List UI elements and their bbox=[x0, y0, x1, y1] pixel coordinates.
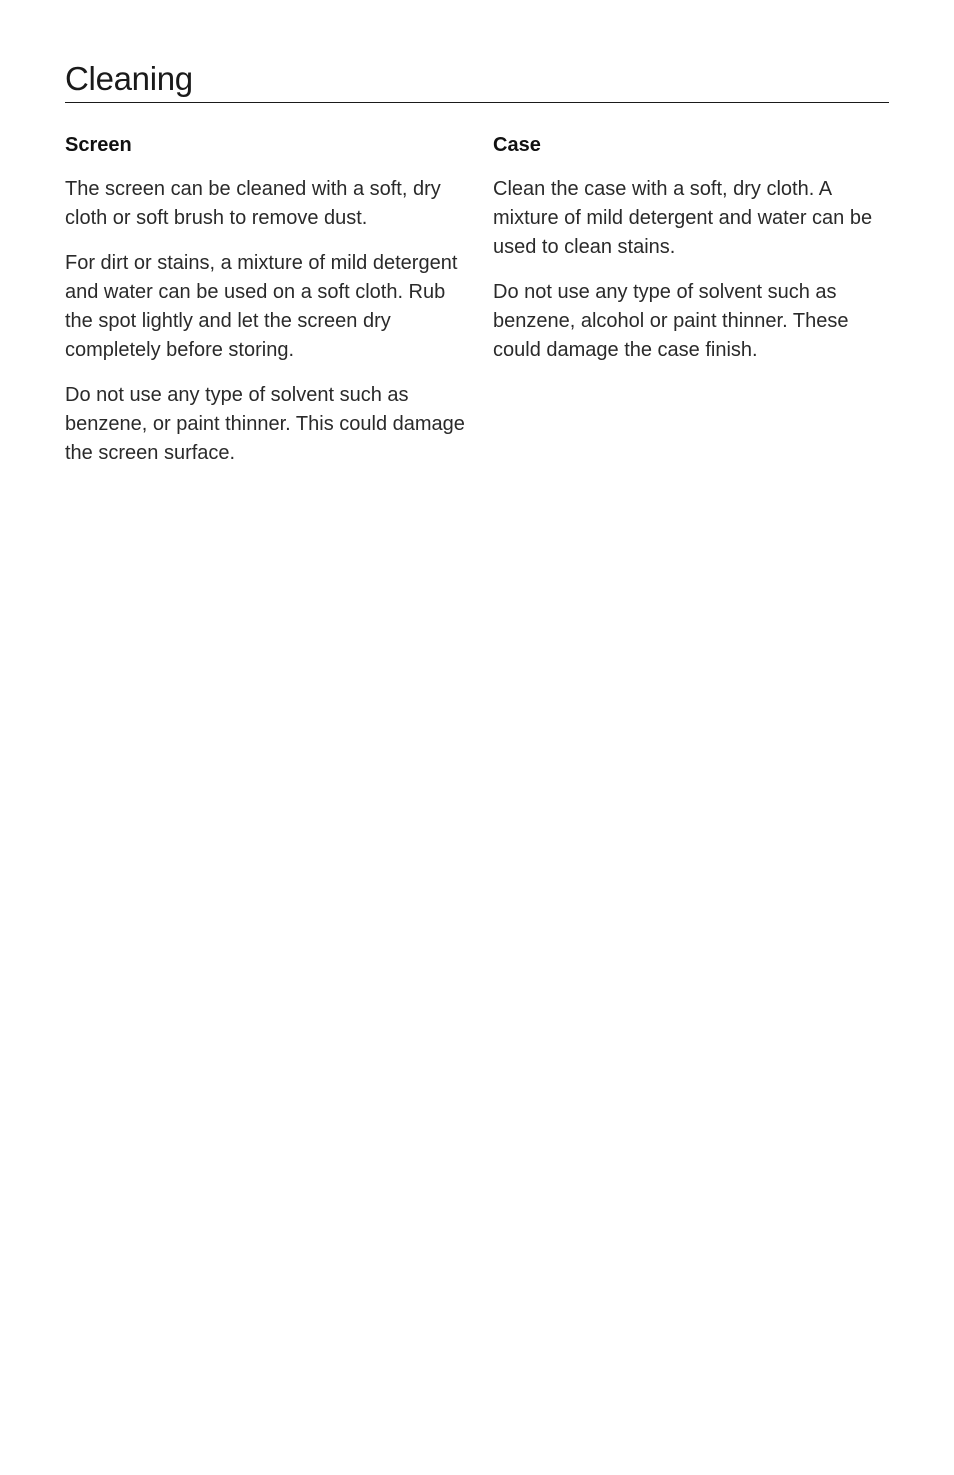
paragraph: The screen can be cleaned with a soft, dry cloth or soft brush to remove dust. bbox=[65, 178, 441, 229]
paragraph: For dirt or stains, a mixture of mild detergent and water can be used on a soft cloth. Rub the spot lightly and let the screen dry completely before storing. bbox=[65, 252, 458, 361]
page-title: Cleaning bbox=[65, 60, 193, 97]
section-case bbox=[493, 133, 889, 381]
section-heading-case: Case bbox=[493, 134, 541, 156]
paragraph: Do not use any type of solvent such as benzene, alcohol or paint thinner. These could damage the case finish. bbox=[493, 281, 849, 361]
paragraph: Clean the case with a soft, dry cloth. A mixture of mild detergent and water can be used to clean stains. bbox=[493, 178, 873, 258]
paragraph: Do not use any type of solvent such as benzene, or paint thinner. This could damage the screen surface. bbox=[65, 384, 465, 464]
section-screen bbox=[65, 133, 465, 484]
title-divider bbox=[65, 102, 889, 103]
section-heading-screen: Screen bbox=[65, 134, 132, 156]
document-page bbox=[65, 58, 889, 464]
